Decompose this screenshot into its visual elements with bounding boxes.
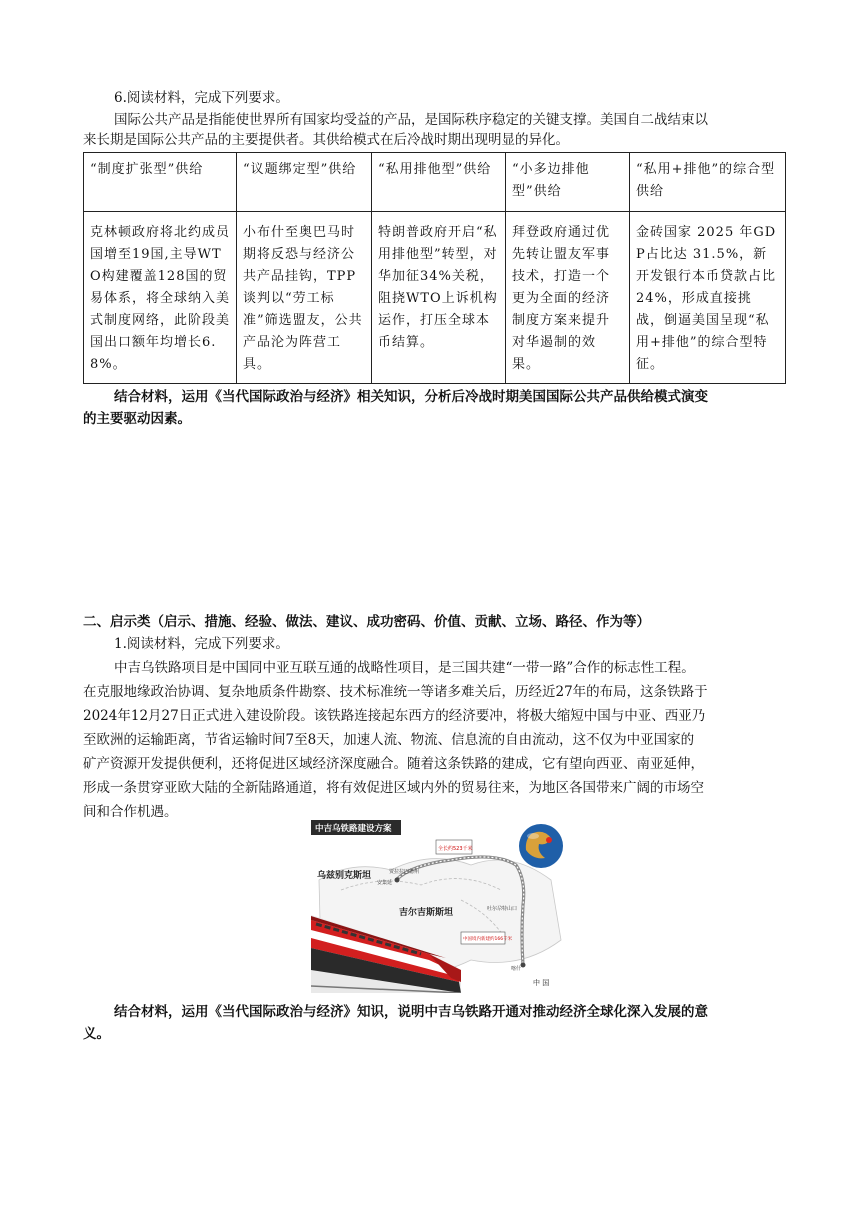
material-paragraph-line: 矿产资源开发提供便利，还将促进区域经济深度融合。随着这条铁路的建成，它有望向西亚、南亚延伸， — [83, 756, 704, 772]
section-2-task-line-1: 结合材料，运用《当代国际政治与经济》知识，说明中吉乌铁路开通对推动经济全球化深入发展的意 — [114, 1004, 708, 1020]
material-paragraph-line: 2024年12月27日正式进入建设阶段。该铁路连接起东西方的经济要冲，将极大缩短中国与中亚、西亚乃 — [83, 708, 706, 724]
table-header-cell: “议题绑定型”供给 — [237, 153, 372, 212]
kyrgyzstan-label: 吉尔吉斯斯坦 — [399, 908, 454, 918]
table-header-cell: “私用+排他”的综合型供给 — [630, 153, 786, 212]
table-cell: 克林顿政府将北约成员国增至19国,主导WTO构建覆盖128国的贸易体系，将全球纳入美式制度网络，此阶段美国出口额年均增长6.8%。 — [84, 212, 237, 384]
total-length-label: 全长约523千米 — [438, 846, 473, 852]
kashgar-label: 喀什 — [511, 966, 522, 972]
q6-task-line-2: 的主要驱动因素。 — [83, 411, 191, 427]
table-header-cell: “制度扩张型”供给 — [84, 153, 237, 212]
uzbekistan-label: 乌兹别克斯坦 — [317, 871, 372, 881]
table-cell: 拜登政府通过优先转让盟友军事技术，打造一个更为全面的经济制度方案来提升对华遏制的效果。 — [506, 212, 630, 384]
china-label: 中 国 — [533, 979, 550, 987]
material-paragraph-line: 在克服地缘政治协调、复杂地质条件勘察、技术标准统一等诸多难关后，历经近27年的布局，这条铁路于 — [83, 684, 708, 700]
table-header-row — [84, 153, 786, 212]
railway-map-figure — [311, 820, 576, 993]
material-paragraph-line: 形成一条贯穿亚欧大陆的全新陆路通道，将有效促进区域内外的贸易往来，为地区各国带来广阔的市场空 — [83, 780, 704, 796]
table-row — [84, 212, 786, 384]
table-header-cell: “私用排他型”供给 — [372, 153, 506, 212]
table-cell: 小布什至奥巴马时期将反恐与经济公共产品挂钩，TPP谈判以“劳工标准”筛选盟友，公共产品沦为阵营工具。 — [237, 212, 372, 384]
map-small-label: 吐尔尕特山口 — [487, 906, 518, 912]
section-2-task-line-2: 义。 — [83, 1026, 110, 1042]
table-header-cell: “小多边排他型”供给 — [506, 153, 630, 212]
q6-intro-line-1: 国际公共产品是指能使世界所有国家均受益的产品，是国际秩序稳定的关键支撑。美国自二战结束以 — [114, 112, 708, 128]
station-andijan — [395, 878, 400, 883]
table-cell: 特朗普政府开启“私用排他型”转型，对华加征34%关税，阻挠WTO上诉机构运作，打压全球本币结算。 — [372, 212, 506, 384]
material-paragraph-line: 间和合作机遇。 — [83, 804, 178, 820]
material-paragraph-line: 中吉乌铁路项目是中国同中亚互联互通的战略性项目，是三国共建“一带一路”合作的标志性工程。 — [114, 660, 695, 676]
q6-task-line-1: 结合材料，运用《当代国际政治与经济》相关知识，分析后冷战时期美国国际公共产品供给模式演变 — [114, 389, 708, 405]
china-section-label: 中国境内新建约166千米 — [463, 937, 513, 942]
q6-intro-line-2: 来长期是国际公共产品的主要提供者。其供给模式在后冷战时期出现明显的异化。 — [83, 132, 569, 148]
figure-title: 中吉乌铁路建设方案 — [315, 824, 392, 834]
section-2-q1-title: 1.阅读材料，完成下列要求。 — [114, 636, 289, 652]
andijan-label: 安集延 — [377, 880, 393, 886]
table-cell: 金砖国家 2025 年GDP占比达 31.5%，新开发银行本币贷款占比 24%，形成直接挑战，倒逼美国呈现“私用+排他”的综合型特征。 — [630, 212, 786, 384]
map-small-label: 贾拉拉巴德州 — [389, 869, 420, 875]
globe-icon — [519, 824, 563, 868]
section-2-heading: 二、启示类（启示、措施、经验、做法、建议、成功密码、价值、贡献、立场、路径、作为等） — [83, 614, 650, 630]
station-kashgar — [521, 963, 526, 968]
question-6-title: 6.阅读材料，完成下列要求。 — [114, 90, 289, 106]
supply-models-table — [83, 152, 786, 384]
material-paragraph-line: 至欧洲的运输距离，节省运输时间7至8天，加速人流、物流、信息流的自由流动，这不仅为中亚国家的 — [83, 732, 695, 748]
